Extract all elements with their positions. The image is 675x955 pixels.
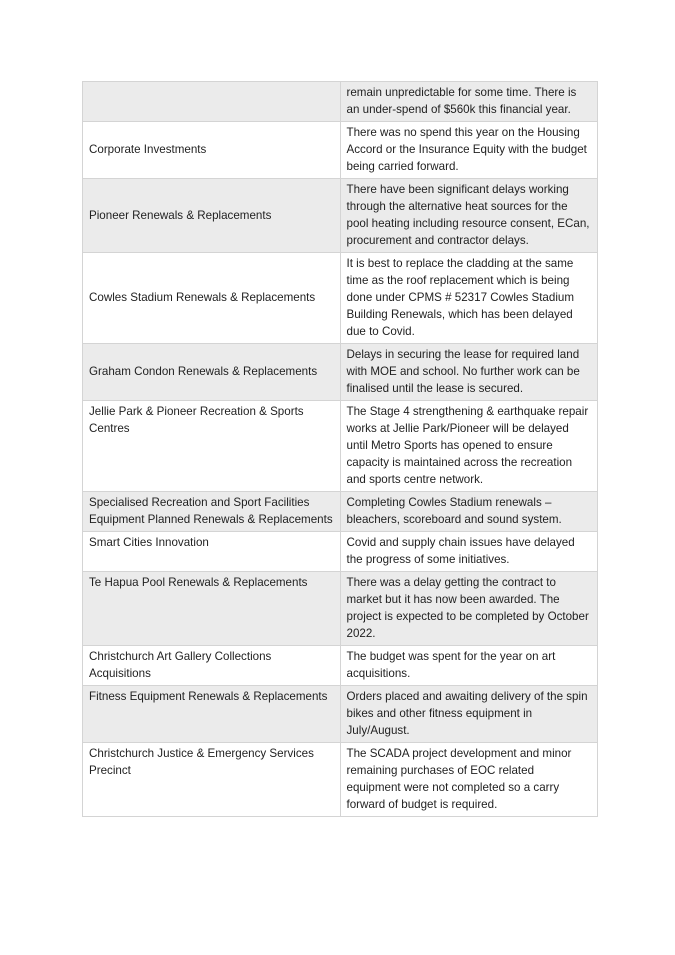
project-name-cell: Cowles Stadium Renewals & Replacements	[83, 253, 341, 344]
comment-cell: There was no spend this year on the Housing Accord or the Insurance Equity with the budget being carried forward.	[340, 122, 598, 179]
comment-cell: There was a delay getting the contract to market but it has now been awarded. The project is expected to be completed by October 2022.	[340, 572, 598, 646]
comment-cell: The SCADA project development and minor remaining purchases of EOC related equipment were not completed so a carry forward of budget is required.	[340, 743, 598, 817]
table-row	[83, 344, 598, 401]
comment-cell: Covid and supply chain issues have delayed the progress of some initiatives.	[340, 532, 598, 572]
table-body	[83, 82, 598, 817]
table-row	[83, 572, 598, 646]
comment-cell: The Stage 4 strengthening & earthquake repair works at Jellie Park/Pioneer will be delayed until Metro Sports has opened to ensure capacity is maintained across the recreation and sports centre network.	[340, 401, 598, 492]
comment-cell: There have been significant delays working through the alternative heat sources for the pool heating including resource consent, ECan, procurement and contractor delays.	[340, 179, 598, 253]
table-row	[83, 82, 598, 122]
comment-cell: It is best to replace the cladding at the same time as the roof replacement which is being done under CPMS # 52317 Cowles Stadium Building Renewals, which has been delayed due to Covid.	[340, 253, 598, 344]
project-name-cell: Fitness Equipment Renewals & Replacements	[83, 686, 341, 743]
comment-cell: remain unpredictable for some time. There is an under-spend of $560k this financial year.	[340, 82, 598, 122]
project-name-cell: Christchurch Art Gallery Collections Acquisitions	[83, 646, 341, 686]
project-name-cell: Graham Condon Renewals & Replacements	[83, 344, 341, 401]
table-row	[83, 122, 598, 179]
comment-cell: Orders placed and awaiting delivery of the spin bikes and other fitness equipment in July/August.	[340, 686, 598, 743]
project-name-cell: Smart Cities Innovation	[83, 532, 341, 572]
project-name-cell: Jellie Park & Pioneer Recreation & Sports Centres	[83, 401, 341, 492]
project-name-cell: Pioneer Renewals & Replacements	[83, 179, 341, 253]
project-comments-table	[82, 81, 598, 817]
project-name-cell: Specialised Recreation and Sport Facilities Equipment Planned Renewals & Replacements	[83, 492, 341, 532]
table-row	[83, 686, 598, 743]
comment-cell: Delays in securing the lease for required land with MOE and school. No further work can be finalised until the lease is secured.	[340, 344, 598, 401]
table-row	[83, 743, 598, 817]
table-row	[83, 646, 598, 686]
table-row	[83, 253, 598, 344]
comment-cell: Completing Cowles Stadium renewals – bleachers, scoreboard and sound system.	[340, 492, 598, 532]
table-row	[83, 532, 598, 572]
project-name-cell	[83, 82, 341, 122]
comment-cell: The budget was spent for the year on art acquisitions.	[340, 646, 598, 686]
document-page	[82, 81, 598, 817]
project-name-cell: Christchurch Justice & Emergency Services Precinct	[83, 743, 341, 817]
table-row	[83, 401, 598, 492]
project-name-cell: Te Hapua Pool Renewals & Replacements	[83, 572, 341, 646]
project-name-cell: Corporate Investments	[83, 122, 341, 179]
table-row	[83, 179, 598, 253]
table-row	[83, 492, 598, 532]
